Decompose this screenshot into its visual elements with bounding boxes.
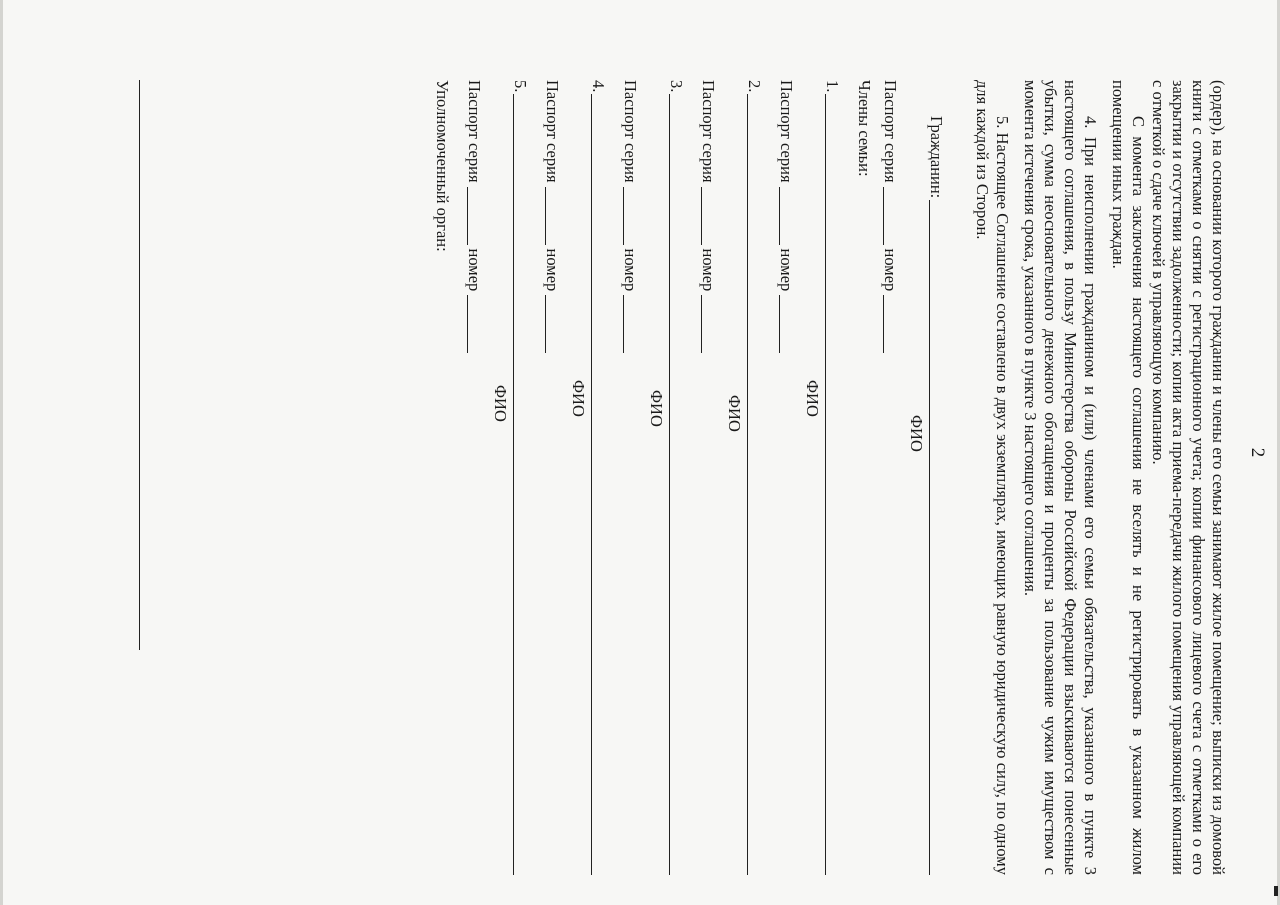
passport-number-field[interactable]	[701, 295, 716, 353]
family-member-number: 2.	[745, 80, 764, 93]
family-member-number: 3.	[667, 80, 686, 93]
family-member-2-fio-row	[724, 80, 744, 875]
family-member-1-fio-row	[802, 80, 822, 875]
family-member-2-line[interactable]	[747, 94, 764, 875]
family-label-row	[854, 80, 880, 875]
family-member-5-fio-label: ФИО	[491, 385, 510, 422]
family-member-number: 4.	[589, 80, 608, 93]
citizen-passport-series-field[interactable]	[883, 187, 898, 245]
family-member-2-fio-label: ФИО	[725, 395, 744, 432]
paragraph-no-registration: С момента заключения настоящего соглашения не вселять и не регистрировать в указанном жилом помещении иных граждан.	[1109, 80, 1148, 875]
authority-row	[432, 80, 464, 875]
passport-number-label: номер	[621, 248, 640, 292]
family-member-1-passport-row	[776, 80, 802, 875]
passport-series-field[interactable]	[779, 187, 794, 245]
passport-number-field[interactable]	[545, 295, 560, 353]
passport-number-field[interactable]	[779, 295, 794, 353]
paragraph-documents-list: (ордер), на основании которого гражданин и члены его семьи занимают жилое помещение; выписки из домовой книги с отметками о снятии с регистрационного учета; копии финансового лицевого счета с отметками о его закрытии и отсутствии задолженности; копии акта приема-передачи жилого помещения управляющей компании с отметкой о сдаче ключей в управляющую компанию.	[1149, 80, 1228, 875]
family-member-3-fio-row	[646, 80, 666, 875]
page-number: 2	[1247, 447, 1268, 458]
family-member-2-passport-row	[698, 80, 724, 875]
passport-series-label: Паспорт серия	[543, 80, 562, 183]
family-member-4-line[interactable]	[591, 94, 608, 875]
family-member-4-fio-row	[568, 80, 588, 875]
family-member-3-passport-row	[620, 80, 646, 875]
paragraph-4-liability: 4. При неисполнении гражданином и (или) членами его семьи обязательства, указанного в пункте 3 настоящего соглашения, в пользу Министерства обороны Российской Федерации взыскиваются понесенные убытки, сумма неосновательного денежного обогащения и проценты за пользование чужим имуществом с момента истечения срока, указанного в пункте 3 настоящего соглашения.	[1021, 80, 1100, 875]
passport-series-field[interactable]	[467, 187, 482, 245]
citizen-passport-number-label: номер	[881, 248, 900, 292]
family-member-row-5	[510, 80, 542, 875]
passport-series-label: Паспорт серия	[777, 80, 796, 183]
citizen-passport-number-field[interactable]	[883, 295, 898, 353]
citizen-fio-label: ФИО	[907, 415, 926, 452]
citizen-row	[926, 116, 972, 875]
family-member-5-passport-row	[464, 80, 490, 875]
citizen-fio-row	[906, 80, 926, 875]
family-member-row-3	[666, 80, 698, 875]
family-member-number: 1.	[823, 80, 842, 93]
family-member-1-line[interactable]	[825, 94, 842, 875]
passport-number-label: номер	[699, 248, 718, 292]
family-member-4-fio-label: ФИО	[569, 380, 588, 417]
document-body	[432, 80, 1228, 875]
paragraph-5-copies: 5. Настоящее Соглашение составлено в двух экземплярах, имеющих равную юридическую силу, по одному для каждой из Сторон.	[973, 80, 1012, 875]
passport-series-label: Паспорт серия	[465, 80, 484, 183]
family-member-1-fio-label: ФИО	[803, 380, 822, 417]
citizen-passport-series-label: Паспорт серия	[881, 80, 900, 183]
passport-number-label: номер	[543, 248, 562, 292]
passport-series-label: Паспорт серия	[621, 80, 640, 183]
citizen-signature-line[interactable]	[929, 200, 946, 875]
family-member-3-fio-label: ФИО	[647, 390, 666, 427]
passport-number-field[interactable]	[467, 295, 482, 353]
passport-series-field[interactable]	[701, 187, 716, 245]
passport-series-field[interactable]	[545, 187, 560, 245]
family-member-4-passport-row	[542, 80, 568, 875]
family-member-5-line[interactable]	[513, 94, 530, 875]
authority-label: Уполномоченный орган:	[433, 80, 452, 252]
authority-signature-line[interactable]	[139, 80, 140, 650]
passport-series-label: Паспорт серия	[699, 80, 718, 183]
passport-number-label: номер	[465, 248, 484, 292]
family-member-row-2	[744, 80, 776, 875]
family-label: Члены семьи:	[855, 80, 874, 177]
family-member-row-1	[822, 80, 854, 875]
passport-number-label: номер	[777, 248, 796, 292]
family-member-5-fio-row	[490, 80, 510, 875]
family-member-row-4	[588, 80, 620, 875]
family-member-number: 5.	[511, 80, 530, 93]
citizen-label: Гражданин:	[927, 116, 946, 199]
family-member-3-line[interactable]	[669, 94, 686, 875]
passport-series-field[interactable]	[623, 187, 638, 245]
citizen-passport-row	[880, 80, 906, 875]
passport-number-field[interactable]	[623, 295, 638, 353]
